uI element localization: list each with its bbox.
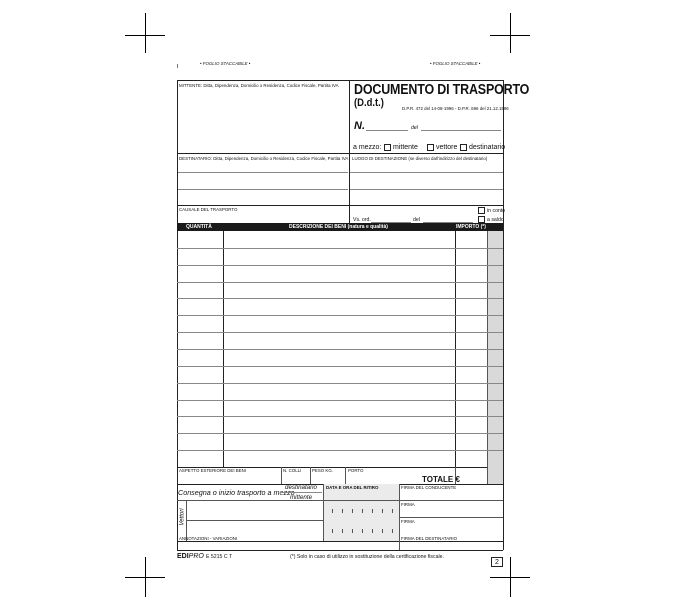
section-divider [177, 153, 503, 154]
in-account-checkbox[interactable] [478, 207, 485, 214]
order-ref-label: Vs. ord. [353, 217, 371, 223]
description-header: DESCRIZIONE DEI BENI (natura e qualità) [289, 224, 388, 230]
pickup-tick [362, 529, 363, 533]
in-account-label: in conto [487, 208, 506, 214]
means-recipient-checkbox[interactable] [460, 144, 467, 151]
pickup-tick [392, 529, 393, 533]
number-field[interactable] [366, 130, 408, 131]
detachable-label-right: • FOGLIO STACCABILE • [430, 61, 481, 66]
footer-divider [310, 467, 311, 484]
pickup-box[interactable] [323, 484, 399, 541]
date-field[interactable] [421, 130, 501, 131]
recipient-line-1[interactable] [178, 172, 348, 173]
signature-1-label: FIRMA [401, 502, 415, 507]
recipient-label: DESTINATARIO: Ditta, Dipendenza, Domicilio o Residenza, Codice Fiscale, Partita IVA [179, 156, 349, 161]
driver-split [399, 500, 503, 501]
destination-line-2[interactable] [350, 189, 503, 190]
table-row[interactable] [177, 248, 503, 249]
signature-split [399, 517, 503, 518]
driver-signature-label: FIRMA DEL CONDUCENTE [401, 485, 457, 490]
decree-reference: D.P.R. 472 del 14-08-1996 - D.P.R. 696 del 21.12.1996 [402, 106, 509, 111]
destination-line-1[interactable] [350, 172, 503, 173]
carriers-mid [186, 520, 323, 521]
pickup-box-left [323, 484, 324, 541]
consignment-sender: mittente [290, 494, 313, 501]
date-label: del [411, 125, 418, 131]
signature-2-label: FIRMA [401, 519, 415, 524]
pickup-tick [342, 509, 343, 513]
means-label: a mezzo: [353, 144, 382, 151]
table-row[interactable] [177, 433, 503, 434]
sender-label: MITTENTE: Ditta, Dipendenza, Domicilio o Residenza, Codice Fiscale, Partita IVA [179, 83, 339, 88]
footnote: (*) Solo in caso di utilizzo in sostituzione della certificazione fiscale. [290, 554, 444, 560]
form-top-border [177, 80, 503, 81]
crop-mark [145, 13, 146, 53]
amount-header: IMPORTO (*) [456, 224, 486, 230]
recipient-signature-label: FIRMA DEL DESTINATARIO [401, 536, 458, 541]
table-row[interactable] [177, 298, 503, 299]
table-row[interactable] [177, 416, 503, 417]
recipient-line-2[interactable] [178, 189, 348, 190]
form-bottom-border [177, 550, 503, 551]
header-divider [349, 80, 350, 230]
packages-label: N. COLLI [283, 468, 302, 473]
footer-divider [281, 467, 282, 484]
perforation-line [177, 64, 178, 68]
carriers-label: Vettori [179, 508, 186, 526]
table-row[interactable] [177, 450, 503, 451]
document-subtitle: (D.d.t.) [354, 97, 384, 109]
product-code: E 5215 C T [206, 554, 233, 560]
notes-divider [399, 541, 400, 550]
pickup-tick [372, 509, 373, 513]
pickup-tick [392, 509, 393, 513]
consignment-recipient: destinatario [285, 484, 317, 491]
edipro-logo: EDIPRO [177, 553, 204, 560]
crop-mark [510, 557, 511, 597]
pickup-tick [332, 509, 333, 513]
appearance-label: ASPETTO ESTERIORE DEI BENI [179, 468, 247, 473]
pickup-tick [352, 509, 353, 513]
table-row[interactable] [177, 400, 503, 401]
page-number: 2 [491, 557, 503, 567]
detachable-label-left: • FOGLIO STACCABILE • [200, 61, 251, 66]
balance-label: a saldo [487, 217, 504, 223]
port-label: PORTO [348, 468, 364, 473]
table-row[interactable] [177, 383, 503, 384]
consignment-label: Consegna o inizio trasporto a mezzo [178, 488, 295, 497]
table-row[interactable] [177, 265, 503, 266]
balance-checkbox[interactable] [478, 216, 485, 223]
notes-label: ANNOTAZIONI - VARIAZIONI [179, 536, 238, 541]
crop-mark [510, 13, 511, 53]
document-title: DOCUMENTO DI TRASPORTO [354, 82, 530, 98]
footer-divider [487, 467, 488, 484]
weight-label: PESO KG. [312, 468, 333, 473]
pickup-box-right [399, 484, 400, 541]
total-cents-cell [487, 467, 503, 484]
qty-header: QUANTITÀ [186, 224, 212, 230]
consignment-split [280, 492, 322, 493]
footer-divider [345, 467, 346, 484]
number-label: N. [354, 120, 365, 132]
means-carrier-checkbox[interactable] [427, 144, 434, 151]
destination-label: LUOGO DI DESTINAZIONE (se diverso dall'indirizzo del destinatario) [352, 156, 488, 161]
pickup-tick [352, 529, 353, 533]
table-row[interactable] [177, 366, 503, 367]
table-row[interactable] [177, 282, 503, 283]
total-label: TOTALE € [422, 475, 460, 484]
pickup-tick [382, 529, 383, 533]
table-row[interactable] [177, 332, 503, 333]
transport-reason-label: CAUSALE DEL TRASPORTO [179, 207, 238, 212]
table-row[interactable] [177, 349, 503, 350]
sender-field[interactable] [178, 90, 348, 150]
carriers-top [177, 500, 323, 501]
order-date-label: del [413, 217, 420, 223]
means-sender-label: mittente [393, 144, 418, 151]
pickup-split [323, 500, 399, 501]
table-row[interactable] [177, 315, 503, 316]
means-carrier-label: vettore [436, 144, 458, 151]
means-sender-checkbox[interactable] [384, 144, 391, 151]
pickup-tick [382, 509, 383, 513]
crop-mark [145, 557, 146, 597]
pickup-tick [372, 529, 373, 533]
pickup-label: DATA E ORA DEL RITIRO [326, 485, 379, 490]
means-recipient-label: destinatario [469, 144, 506, 151]
section-divider [177, 205, 503, 206]
pickup-tick [342, 529, 343, 533]
pickup-tick [362, 509, 363, 513]
pickup-tick [332, 529, 333, 533]
notes-top [177, 541, 503, 542]
